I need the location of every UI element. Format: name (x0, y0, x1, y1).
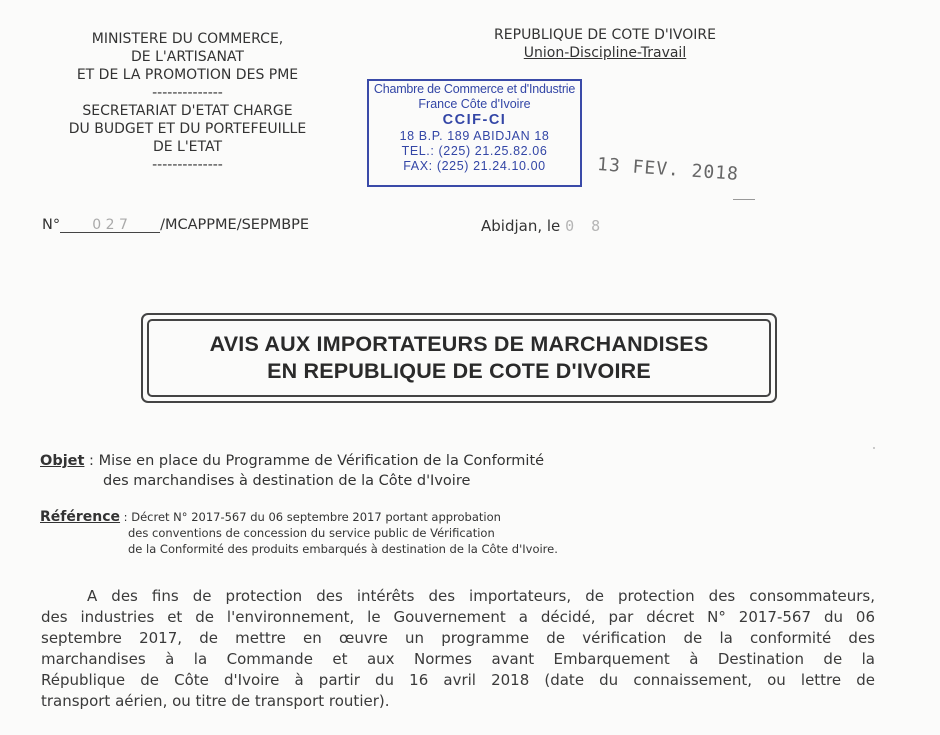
place-date-line (481, 217, 604, 235)
ministry-line-3: ET DE LA PROMOTION DES PME (76, 67, 299, 83)
ministry-separator-1: -------------- (152, 85, 223, 101)
subject-block (40, 451, 544, 491)
subject-label: Objet (40, 453, 85, 469)
ministry-header (30, 30, 345, 174)
reference-line-3: de la Conformité des produits embarqués à destination de la Côte d'Ivoire. (128, 542, 558, 556)
number-value: 0 2 7 (60, 217, 160, 233)
body-line-4: marchandises à la Commande et aux Normes avant Embarquement à Destination de la (41, 650, 875, 668)
notice-title-line-2: EN REPUBLIQUE DE COTE D'IVOIRE (267, 359, 651, 383)
secretariat-line-1: SECRETARIAT D'ETAT CHARGE (82, 103, 293, 119)
stamp-line-6: FAX: (225) 21.24.10.00 (403, 159, 546, 173)
reference-line-1: Décret N° 2017-567 du 06 septembre 2017 portant approbation (131, 510, 501, 524)
stray-mark (733, 199, 755, 200)
ministry-line-1: MINISTERE DU COMMERCE, (91, 31, 284, 47)
reference-block (40, 509, 558, 557)
notice-title (143, 331, 775, 385)
notice-title-line-1: AVIS AUX IMPORTATEURS DE MARCHANDISES (209, 332, 709, 356)
notice-title-box (141, 313, 777, 403)
ministry-separator-2: -------------- (152, 157, 223, 173)
subject-line-2: des marchandises à destination de la Côte d'Ivoire (103, 473, 471, 489)
ccif-stamp (367, 79, 582, 187)
body-line-1: A des fins de protection des intérêts des importateurs, de protection des consommateurs, (87, 587, 875, 605)
body-line-6: transport aérien, ou titre de transport routier). (41, 692, 390, 710)
subject-colon: : (84, 453, 99, 469)
stamp-line-5: TEL.: (225) 21.25.82.06 (401, 144, 548, 158)
reference-colon: : (120, 510, 132, 524)
country-name: REPUBLIQUE DE COTE D'IVOIRE (494, 27, 716, 43)
stamp-line-1: Chambre de Commerce et d'Industrie (373, 82, 576, 96)
number-prefix: N° (42, 217, 61, 233)
received-date-stamp: 13 FEV. 2018 (596, 154, 740, 185)
body-line-3: septembre 2017, de mettre en œuvre un programme de vérification de la conformité des (41, 629, 875, 647)
republic-header (470, 26, 740, 62)
notice-body-paragraph (41, 586, 875, 712)
scan-speck (873, 447, 875, 449)
ministry-line-2: DE L'ARTISANAT (131, 49, 244, 65)
body-line-2: des industries et de l'environnement, le Gouvernement a décidé, par décret N° 2017-567 du 06 (41, 608, 875, 626)
stamp-line-4: 18 B.P. 189 ABIDJAN 18 (399, 129, 550, 143)
reference-line-2: des conventions de concession du service public de Vérification (128, 526, 495, 540)
stamp-line-2: France Côte d'Ivoire (418, 97, 531, 111)
secretariat-line-2: DU BUDGET ET DU PORTEFEUILLE (68, 121, 307, 137)
place-label: Abidjan, le (481, 217, 561, 235)
secretariat-line-3: DE L'ETAT (152, 139, 223, 155)
reference-label: Référence (40, 509, 121, 525)
reference-number-line (42, 217, 309, 233)
body-line-5: République de Côte d'Ivoire à partir du 16 avril 2018 (date du connaissement, ou lettre de (41, 671, 875, 689)
national-motto: Union-Discipline-Travail (523, 45, 687, 61)
place-date-value: 0 8 (565, 217, 605, 235)
number-suffix: /MCAPPME/SEPMBPE (160, 217, 310, 233)
stamp-line-3: CCIF-CI (442, 112, 507, 128)
subject-line-1: Mise en place du Programme de Vérification de la Conformité (98, 453, 545, 469)
